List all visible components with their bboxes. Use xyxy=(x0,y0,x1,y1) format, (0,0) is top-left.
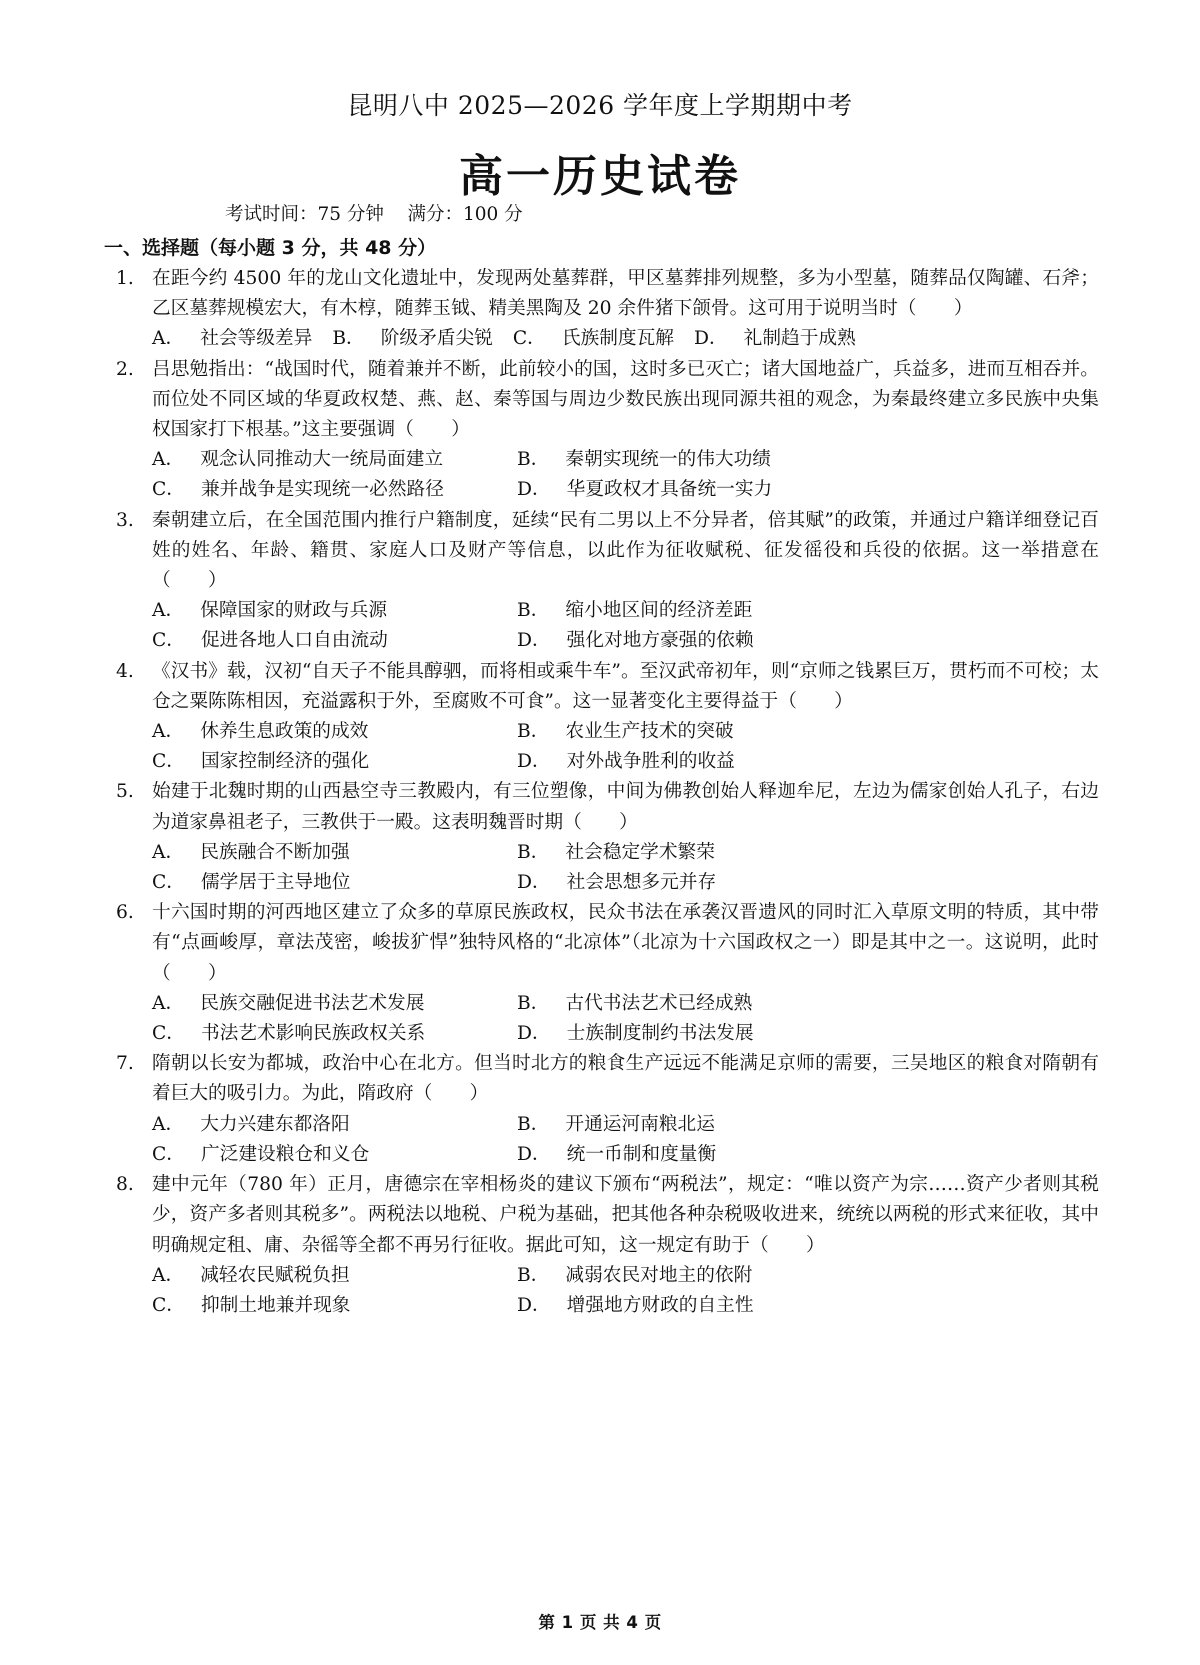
option-d: D． 华夏政权才具备统一实力 xyxy=(517,479,773,501)
option-d: D． 增强地方财政的自主性 xyxy=(517,1294,754,1316)
question-stem xyxy=(104,777,1099,837)
option-c: C． 广泛建设粮仓和义仓 xyxy=(152,1143,370,1165)
option-b: B． 开通运河南粮北运 xyxy=(517,1113,715,1135)
question-number: 8. xyxy=(116,1174,134,1196)
option-a: A． 休养生息政策的成效 xyxy=(152,721,369,743)
question-text: 建中元年（780 年）正月，唐德宗在宰相杨炎的建议下颁布“两税法”，规定：“唯以资产为宗……资产少者则其税少，资产多者则其税多”。两税法以地税、户税为基础，把其他各种杂税吸收进来，统统以两税的形式来征收，其中明确规定租、庸、杂徭等全都不再另行征收。据此可知，这一规定有助于（ ） xyxy=(152,1174,1099,1256)
option-a: A． 减轻农民赋税负担 xyxy=(152,1264,350,1286)
question-text: 在距今约 4500 年的龙山文化遗址中，发现两处墓葬群，甲区墓葬排列规整，多为小型墓，随葬品仅陶罐、石斧；乙区墓葬规模宏大，有木椁，随葬玉钺、精美黑陶及 20 余件猪下颌骨。这可用于说明当时（ ） xyxy=(152,268,1099,320)
option-d: D． 强化对地方豪强的依赖 xyxy=(517,630,754,652)
question-3 xyxy=(104,506,1099,657)
option-b: B． 减弱农民对地主的依附 xyxy=(517,1264,753,1286)
section-title: 一、选择题（每小题 3 分，共 48 分） xyxy=(104,237,437,259)
option-b: B． 社会稳定学术繁荣 xyxy=(517,841,715,863)
question-text: 吕思勉指出：“战国时代，随着兼并不断，此前较小的国，这时多已灭亡；诸大国地益广，兵益多，进而互相吞并。而位处不同区域的华夏政权楚、燕、赵、秦等国与周边少数民族出现同源共祖的观念，为秦最终建立多民族中央集权国家打下根基。”这主要强调（ ） xyxy=(152,358,1099,441)
option-a: A． 观念认同推动大一统局面建立 xyxy=(152,449,444,471)
option-c: C． 氏族制度瓦解 xyxy=(512,328,674,350)
question-stem xyxy=(104,1170,1099,1261)
option-d: D． 统一币制和度量衡 xyxy=(517,1143,717,1165)
question-number: 2. xyxy=(116,358,134,380)
page-title: 高一历史试卷 xyxy=(459,151,741,202)
option-b: B． 秦朝实现统一的伟大功绩 xyxy=(517,449,771,471)
question-2 xyxy=(104,355,1099,506)
option-a: A． 民族交融促进书法艺术发展 xyxy=(152,992,425,1014)
question-stem xyxy=(104,657,1099,717)
question-number: 7. xyxy=(116,1053,134,1075)
option-a: A． 保障国家的财政与兵源 xyxy=(152,600,388,622)
question-list xyxy=(104,264,1099,1321)
option-a: A． 民族融合不断加强 xyxy=(152,841,350,863)
question-number: 3. xyxy=(116,509,134,531)
question-1 xyxy=(104,264,1099,355)
question-7 xyxy=(104,1049,1099,1170)
question-number: 1. xyxy=(116,268,134,289)
option-a: A． 大力兴建东都洛阳 xyxy=(152,1113,350,1135)
question-stem xyxy=(104,264,1099,324)
option-c: C． 兼并战争是实现统一必然路径 xyxy=(152,479,444,501)
question-stem xyxy=(104,898,1099,989)
question-text: 秦朝建立后，在全国范围内推行户籍制度，延续“民有二男以上不分异者，倍其赋”的政策，并通过户籍详细登记百姓的姓名、年龄、籍贯、家庭人口及财产等信息，以此作为征收赋税、征发徭役和兵役的依据。这一举措意在（ ） xyxy=(152,509,1099,592)
option-c: C． 抑制土地兼并现象 xyxy=(152,1294,351,1316)
option-d: D． 士族制度制约书法发展 xyxy=(517,1023,754,1045)
option-c: C． 书法艺术影响民族政权关系 xyxy=(152,1023,426,1045)
question-4 xyxy=(104,657,1099,778)
option-c: C． 儒学居于主导地位 xyxy=(152,872,351,894)
exam-info: 考试时间：75 分钟 满分：100 分 xyxy=(225,204,523,225)
question-text: 十六国时期的河西地区建立了众多的草原民族政权，民众书法在承袭汉晋遗风的同时汇入草原文明的特质，其中带有“点画峻厚，章法茂密，峻拔犷悍”独特风格的“北凉体”（北凉为十六国政权之一）即是其中之一。这说明，此时（ ） xyxy=(152,902,1099,984)
question-stem xyxy=(104,355,1099,446)
option-c: C． 促进各地人口自由流动 xyxy=(152,630,388,652)
option-c: C． 国家控制经济的强化 xyxy=(152,751,370,773)
option-b: B． 古代书法艺术已经成熟 xyxy=(517,992,753,1014)
question-text: 始建于北魏时期的山西悬空寺三教殿内，有三位塑像，中间为佛教创始人释迦牟尼，左边为儒家创始人孔子，右边为道家鼻祖老子，三教供于一殿。这表明魏晋时期（ ） xyxy=(152,781,1099,833)
question-number: 5. xyxy=(116,781,134,803)
question-stem xyxy=(104,1049,1099,1109)
question-text: 隋朝以长安为都城，政治中心在北方。但当时北方的粮食生产远远不能满足京师的需要，三吴地区的粮食对隋朝有着巨大的吸引力。为此，隋政府（ ） xyxy=(152,1053,1099,1105)
school-title: 昆明八中 2025—2026 学年度上学期期中考 xyxy=(347,91,853,120)
question-8 xyxy=(104,1170,1099,1321)
option-b: B． 阶级矛盾尖锐 xyxy=(332,328,493,350)
question-5 xyxy=(104,777,1099,898)
option-a: A． 社会等级差异 xyxy=(152,328,313,350)
option-b: B． 农业生产技术的突破 xyxy=(517,721,734,743)
question-6 xyxy=(104,898,1099,1049)
question-number: 4. xyxy=(116,660,134,682)
option-b: B． 缩小地区间的经济差距 xyxy=(517,600,753,622)
page-footer: 第 1 页 共 4 页 xyxy=(538,1613,662,1632)
option-d: D． 礼制趋于成熟 xyxy=(693,328,856,350)
option-d: D． 对外战争胜利的收益 xyxy=(517,751,735,773)
question-stem xyxy=(104,506,1099,597)
question-text: 《汉书》载，汉初“自天子不能具醇驷，而将相或乘牛车”。至汉武帝初年，则“京师之钱累巨万，贯朽而不可校；太仓之粟陈陈相因，充溢露积于外，至腐败不可食”。这一显著变化主要得益于（ ） xyxy=(152,660,1099,712)
question-number: 6. xyxy=(116,902,134,924)
option-d: D． 社会思想多元并存 xyxy=(517,872,717,894)
